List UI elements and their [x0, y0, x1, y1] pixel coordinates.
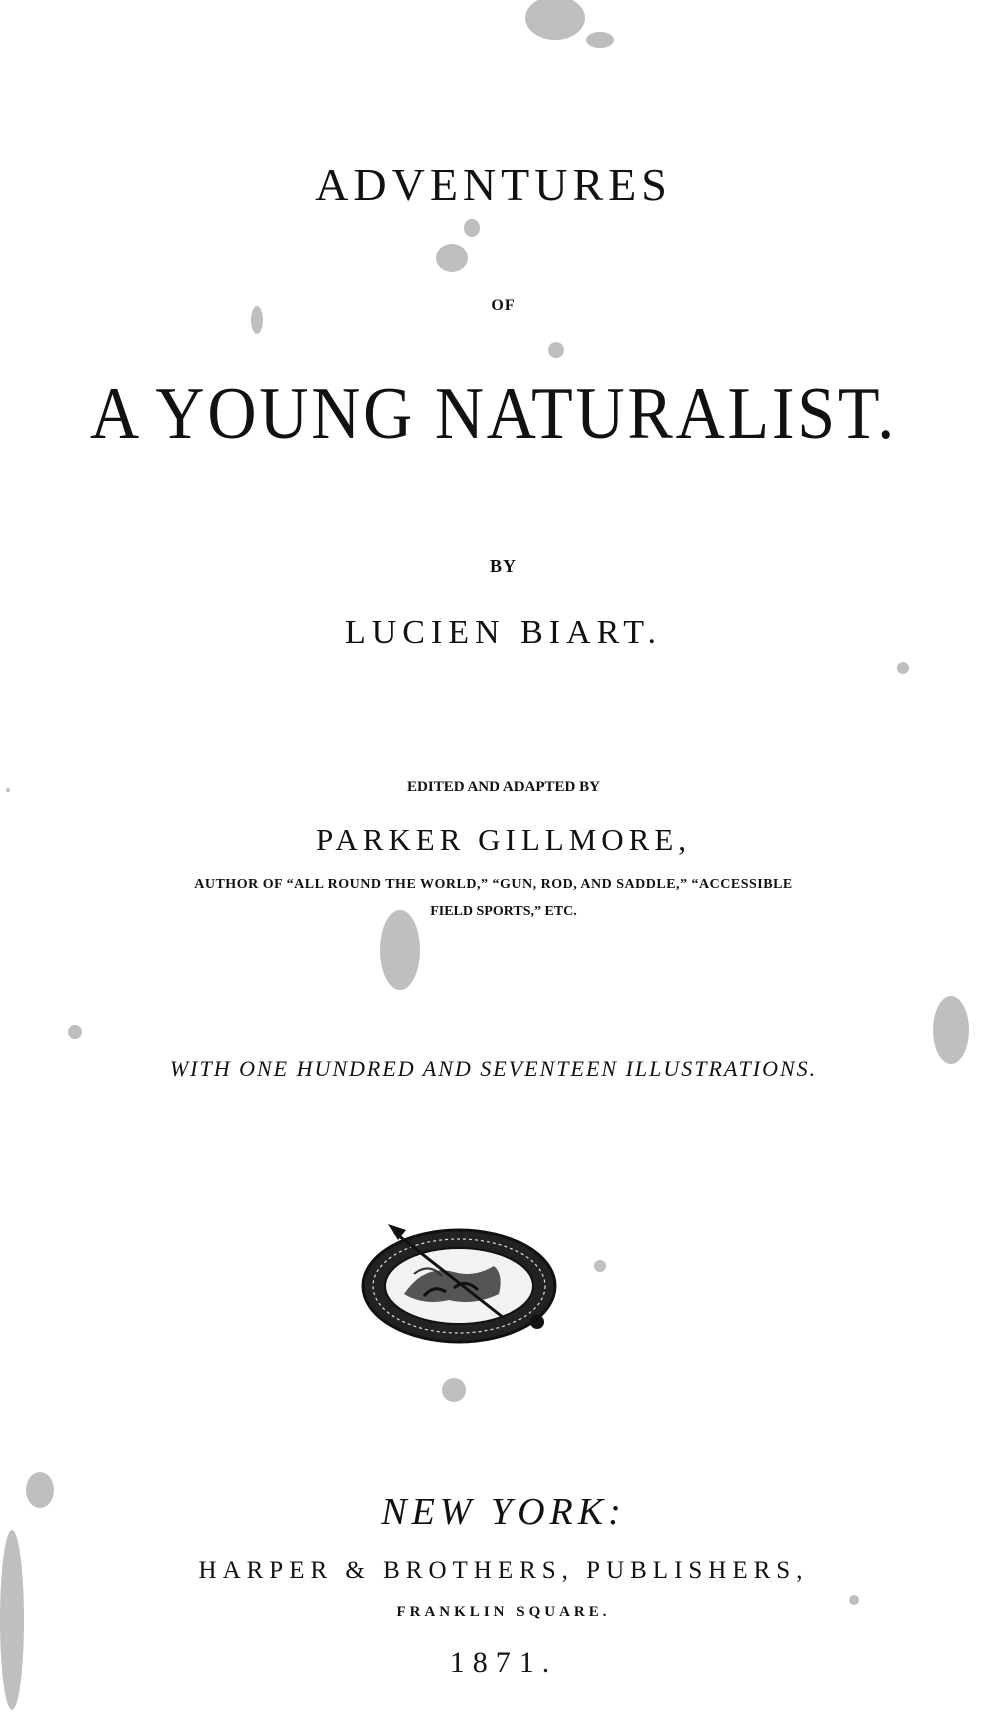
editor-name: PARKER GILLMORE, [315, 822, 692, 857]
editor-works-line-1: AUTHOR OF “ALL ROUND THE WORLD,” “GUN, ROD, AND SADDLE,” “ACCESSIBLE [194, 877, 793, 892]
illustrations-note: WITH ONE HUNDRED AND SEVENTEEN ILLUSTRATIONS. [169, 1056, 818, 1081]
title-line-of: OF [491, 297, 516, 314]
by-label: BY [489, 556, 517, 576]
editor-works-line-2: FIELD SPORTS,” ETC. [430, 904, 577, 919]
edited-label: EDITED AND ADAPTED BY [407, 779, 600, 795]
title-line-main: A YOUNG NATURALIST. [90, 373, 897, 455]
publisher-name: HARPER & BROTHERS, PUBLISHERS, [198, 1557, 809, 1584]
publisher-address: FRANKLIN SQUARE. [396, 1604, 611, 1620]
author-name: LUCIEN BIART. [344, 614, 663, 651]
title-line-adventures: ADVENTURES [315, 159, 672, 210]
publication-city: NEW YORK: [381, 1491, 626, 1533]
publisher-emblem-icon [354, 1214, 564, 1350]
publication-year: 1871. [449, 1646, 558, 1679]
